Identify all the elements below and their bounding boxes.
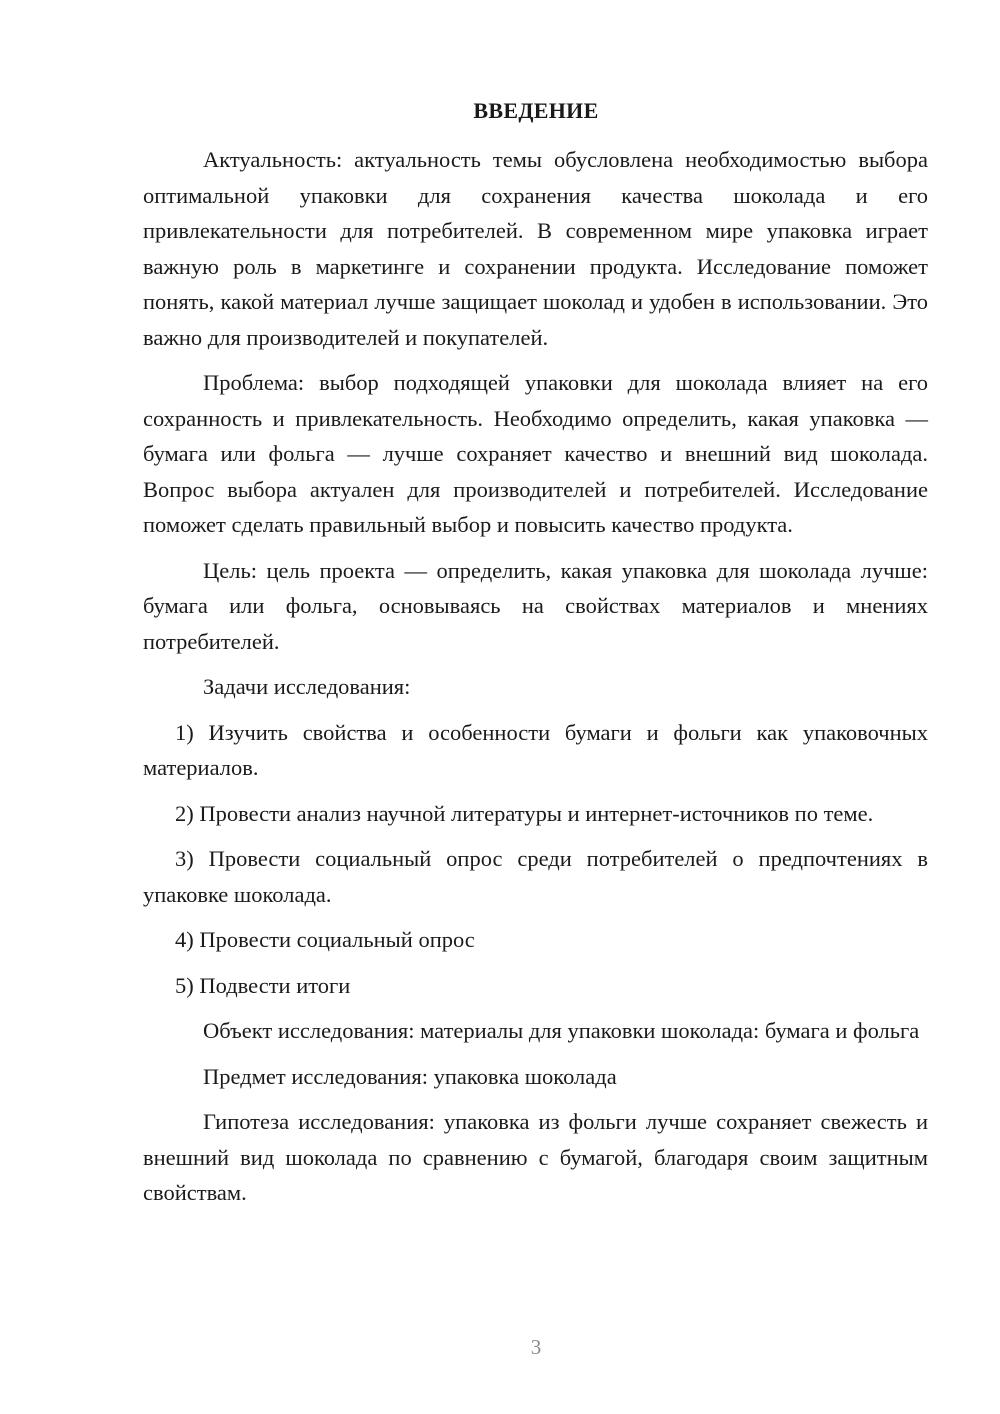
section-heading: ВВЕДЕНИЕ (473, 98, 599, 123)
task-item-4: 4) Провести социальный опрос (175, 927, 475, 952)
hypothesis-paragraph: Гипотеза исследования: упаковка из фольги лучше сохраняет свежесть и внешний вид шоколада по сравнению с бумагой, благодаря своим защитным свойствам. (143, 1109, 928, 1205)
task-item-3: 3) Провести социальный опрос среди потребителей о предпочтениях в упаковке шоколада. (143, 846, 928, 907)
object-paragraph: Объект исследования: материалы для упаковки шоколада: бумага и фольга (203, 1018, 920, 1043)
task-item-2: 2) Провести анализ научной литературы и интернет-источников по теме. (175, 800, 874, 826)
goal-paragraph: Цель: цель проекта — определить, какая упаковка для шоколада лучше: бумага или фольга, основываясь на свойствах материалов и мнениях потребителей. (143, 557, 928, 654)
relevance-paragraph: Актуальность: актуальность темы обусловлена необходимостью выбора оптимальной упаковки для сохранения качества шоколада и его привлекательности для потребителей. В современном мире упаковка играет важную роль в маркетинге и сохранении продукта. Исследование поможет понять, какой материал лучше защищает шоколад и удобен в использовании. Это важно для производителей и покупателей. (143, 147, 928, 350)
problem-paragraph: Проблема: выбор подходящей упаковки для шоколада влияет на его сохранность и привлекательность. Необходимо определить, какая упаковка — бумага или фольга — лучше сохраняет качество и внешний вид шоколада. Вопрос выбора актуален для производителей и потребителей. Исследование поможет сделать правильный выбор и повысить качество продукта. (143, 370, 928, 537)
task-item-5: 5) Подвести итоги (175, 972, 351, 998)
task-item-1: 1) Изучить свойства и особенности бумаги и фольги как упаковочных материалов. (143, 719, 928, 780)
page-number: 3 (530, 1335, 542, 1359)
tasks-title: Задачи исследования: (203, 674, 411, 699)
document-body (143, 142, 928, 1221)
subject-paragraph: Предмет исследования: упаковка шоколада (203, 1063, 617, 1089)
